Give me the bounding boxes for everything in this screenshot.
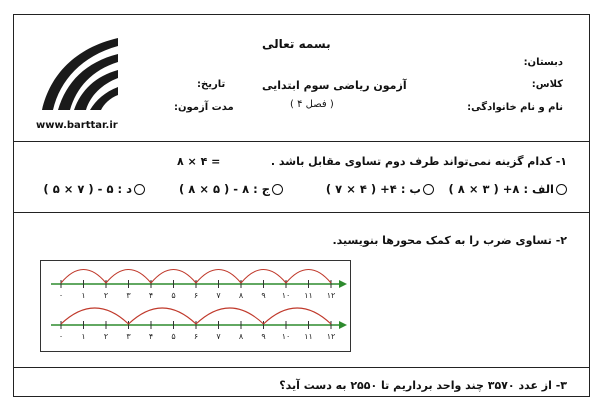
axis-1-tick-label: ۲ <box>103 291 109 300</box>
axis-2-tick-label: ۱۱ <box>304 332 313 341</box>
axis-2-jump-arc <box>61 308 129 324</box>
axis-2-tick-label: ۵ <box>171 332 176 341</box>
axis-2-tick-label: ۹ <box>261 332 266 341</box>
logo-url: www.barttar.ir <box>36 120 118 131</box>
option-c[interactable] <box>179 182 283 196</box>
axis-2-tick-label: ۱۲ <box>326 332 336 341</box>
option-c-radio[interactable] <box>272 184 283 195</box>
option-d[interactable] <box>43 182 145 196</box>
option-a-radio[interactable] <box>556 184 567 195</box>
axis-2-tick-label: ۰ <box>58 332 64 341</box>
number-lines-box <box>40 260 351 352</box>
option-d-radio[interactable] <box>134 184 145 195</box>
axis-1-tick-label: ۱۲ <box>326 291 336 300</box>
axis-2-jump-arc <box>196 308 264 324</box>
axis-1-tick-label: ۹ <box>261 291 266 300</box>
class-label: کلاس: <box>531 79 563 90</box>
axis-2-tick-label: ۷ <box>216 332 221 341</box>
option-b-label: ب : ۴+ ( ۴ × ۷ ) <box>325 182 421 196</box>
option-d-label: د : ۵ - ( ۷ × ۵ ) <box>43 182 132 196</box>
axis-1-tick-label: ۸ <box>238 291 244 300</box>
q1-divider <box>13 212 590 213</box>
chapter-label: ( فصل ۴ ) <box>290 99 334 110</box>
axis-1-tick-label: ۱۱ <box>304 291 313 300</box>
exam-title: آزمون ریاضی سوم ابتدایی <box>262 79 407 92</box>
page-title: بسمه تعالی <box>262 37 331 51</box>
axis-1-tick-label: ۶ <box>193 291 199 300</box>
question-1-expression: ۸ × ۴ = <box>177 155 221 168</box>
axis-1-arrow-icon <box>339 280 347 288</box>
date-label: تاریخ: <box>197 79 226 90</box>
option-c-label: ج : ۸ - ( ۵ × ۸ ) <box>179 182 270 196</box>
axis-2-tick-label: ۱۰ <box>281 332 291 341</box>
axis-1-tick-label: ۰ <box>58 291 64 300</box>
axis-2-tick-label: ۸ <box>238 332 244 341</box>
axis-2-tick-label: ۳ <box>126 332 131 341</box>
axis-1-tick-label: ۱۰ <box>281 291 291 300</box>
axis-1-tick-label: ۴ <box>148 291 154 300</box>
axis-2-tick-label: ۶ <box>193 332 199 341</box>
question-3-text: ۳- از عدد ۳۵۷۰ چند واحد برداریم تا ۲۵۵۰ به دست آید؟ <box>279 379 567 392</box>
axis-1-tick-label: ۵ <box>171 291 176 300</box>
exam-duration-label: مدت آزمون: <box>174 102 234 113</box>
option-a[interactable] <box>449 182 567 196</box>
axis-2-arrow-icon <box>339 321 347 329</box>
q2-divider <box>13 367 590 368</box>
number-lines-diagram <box>41 261 350 351</box>
axis-2-tick-label: ۲ <box>103 332 109 341</box>
axis-2-tick-label: ۴ <box>148 332 154 341</box>
barttar-logo-icon <box>40 30 120 115</box>
axis-1-tick-label: ۱ <box>81 291 86 300</box>
option-a-label: الف : ۸+ ( ۳ × ۸ ) <box>448 182 554 196</box>
question-1-text: ۱- کدام گزینه نمی‌تواند طرف دوم تساوی مقابل باشد . <box>270 155 567 168</box>
axis-1-tick-label: ۷ <box>216 291 221 300</box>
axis-2-jump-arc <box>129 308 197 324</box>
header-divider <box>13 141 590 142</box>
axis-2-tick-label: ۱ <box>81 332 86 341</box>
student-name-label: نام و نام خانوادگی: <box>467 102 563 113</box>
option-b[interactable] <box>326 182 434 196</box>
axis-1-tick-label: ۳ <box>126 291 131 300</box>
axis-2-jump-arc <box>264 308 332 324</box>
school-label: دبستان: <box>523 57 563 68</box>
option-b-radio[interactable] <box>423 184 434 195</box>
question-2-text: ۲- تساوی ضرب را به کمک محورها بنویسید. <box>332 234 567 247</box>
